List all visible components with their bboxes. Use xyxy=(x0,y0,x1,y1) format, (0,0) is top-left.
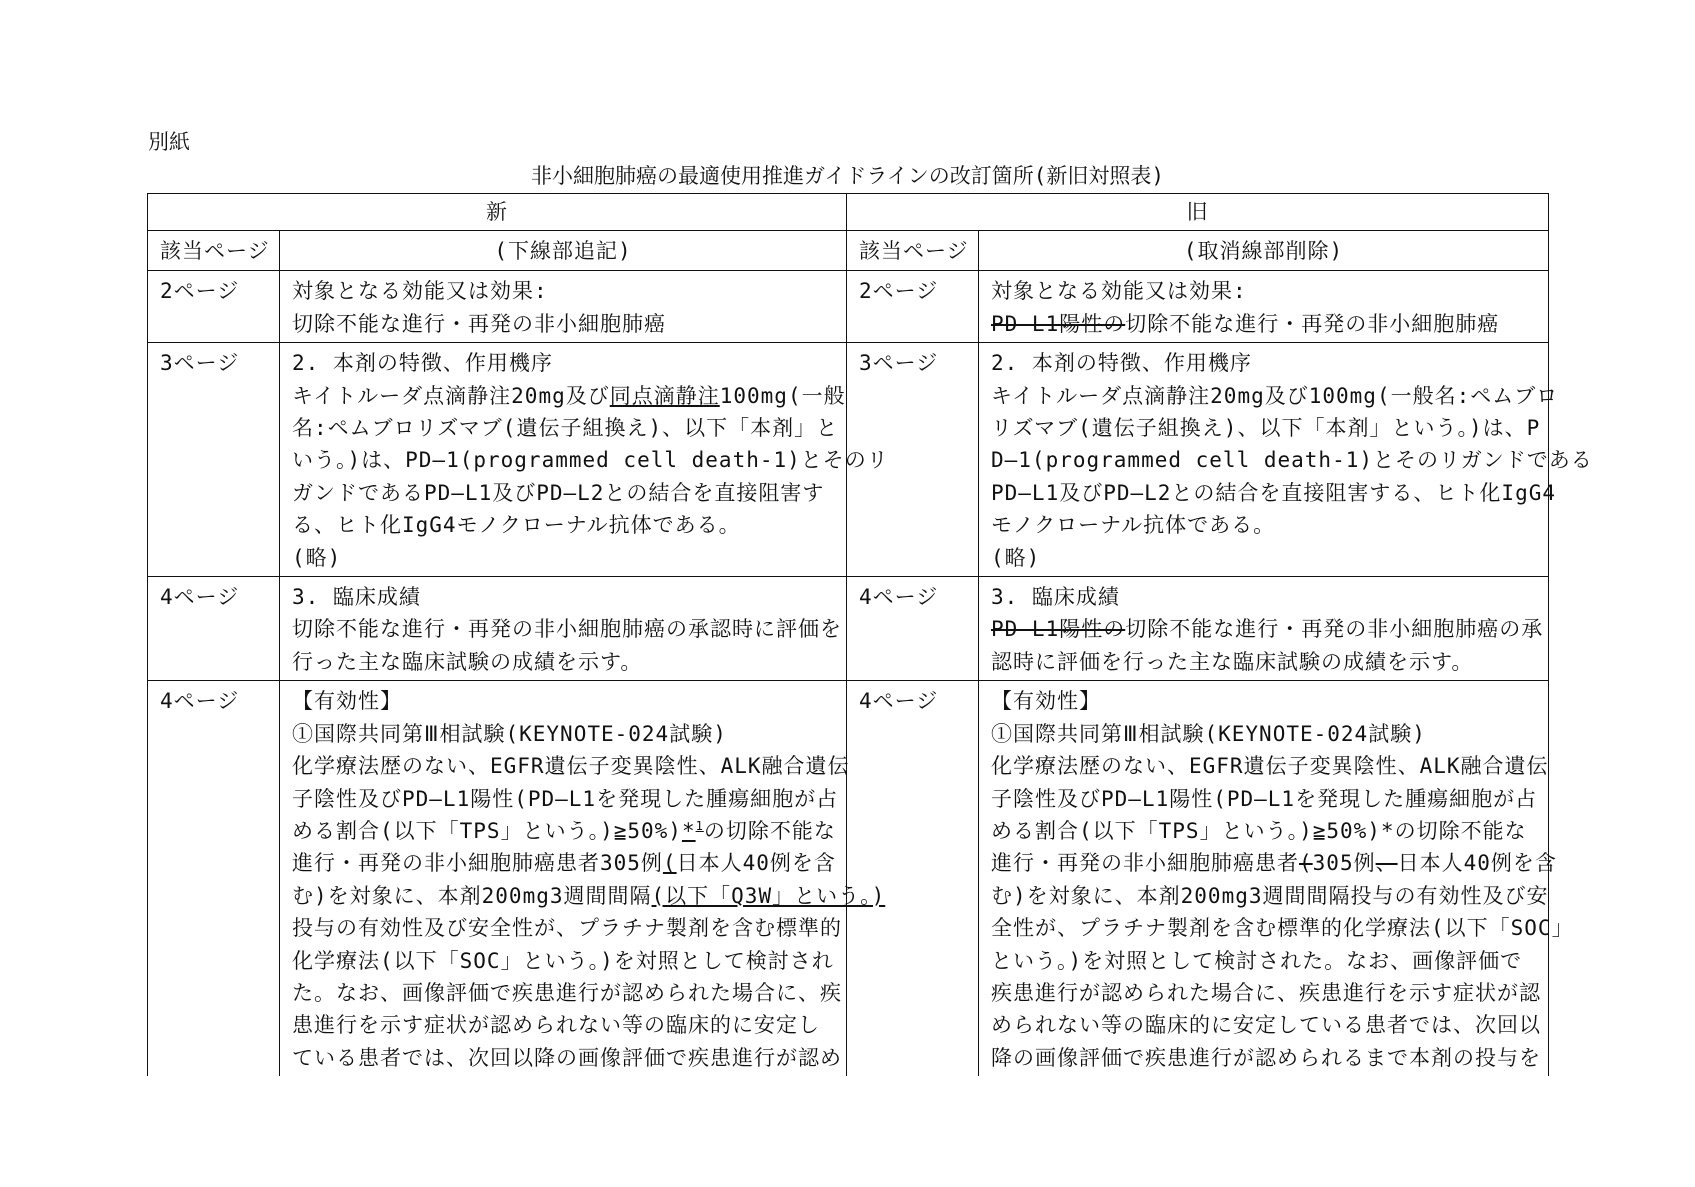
text-segment: いう。)は、PD—1(programmed cell death-1)とそのリ xyxy=(292,448,889,473)
new-header: 新 xyxy=(148,194,847,231)
text-line xyxy=(292,945,834,977)
deleted-text: ( xyxy=(1299,851,1313,876)
text-line xyxy=(991,646,1536,678)
text-line xyxy=(292,912,842,944)
deleted-text: 、 xyxy=(1375,851,1398,876)
text-line xyxy=(292,718,834,750)
text-segment: 3. 臨床成績 xyxy=(991,585,1120,610)
text-line xyxy=(292,1042,842,1074)
text-line xyxy=(292,880,886,912)
text-line xyxy=(292,542,834,574)
text-segment: PD—L1及びPD—L2との結合を直接阻害する、ヒト化IgG4 xyxy=(991,480,1557,505)
new-text-cell xyxy=(280,343,889,577)
text-segment: (略) xyxy=(991,545,1041,570)
old-page-cell: 4ページ xyxy=(847,577,979,681)
text-line xyxy=(991,783,1536,815)
old-sub-header: (取消線部削除) xyxy=(979,231,1549,271)
text-line xyxy=(292,750,850,782)
text-line xyxy=(991,1009,1541,1041)
text-segment: という。)を対照として検討された。なお、画像評価で xyxy=(991,948,1523,973)
text-line xyxy=(991,477,1557,509)
comparison-table xyxy=(147,193,1593,1076)
text-segment: 3. 臨床成績 xyxy=(292,585,421,610)
text-line xyxy=(991,412,1541,444)
old-page-cell: 3ページ xyxy=(847,343,979,577)
text-line xyxy=(292,275,834,307)
text-segment: 疾患進行が認められた場合に、疾患進行を示す症状が認 xyxy=(991,980,1541,1005)
text-line xyxy=(991,815,1536,847)
deleted-text: PD—L1陽性の xyxy=(991,617,1126,642)
text-line xyxy=(991,945,1536,977)
text-line xyxy=(292,783,839,815)
text-line xyxy=(292,347,834,379)
text-line xyxy=(991,880,1549,912)
text-segment: 切除不能な進行・再発の非小細胞肺癌の承認時に評価を xyxy=(292,617,842,642)
header-row xyxy=(148,194,1549,231)
text-line xyxy=(292,847,834,879)
new-page-cell: 3ページ xyxy=(148,343,280,577)
text-segment: 子陰性及びPD—L1陽性(PD—L1を発現した腫瘍細胞が占 xyxy=(292,786,839,811)
text-segment: 日本人40例を含 xyxy=(676,851,836,876)
old-text-cell xyxy=(979,577,1549,681)
text-segment: キイトルーダ点滴静注20mg及び100mg(一般名:ペムブロ xyxy=(991,383,1559,408)
text-segment: 進行・再発の非小細胞肺癌患者305例 xyxy=(292,851,663,876)
attachment-label: 別紙 xyxy=(148,130,190,154)
text-segment: た。なお、画像評価で疾患進行が認められた場合に、疾 xyxy=(292,980,842,1005)
text-line xyxy=(991,685,1536,717)
text-line xyxy=(991,613,1544,645)
table-row xyxy=(148,577,1549,681)
text-segment: 2. 本剤の特徴、作用機序 xyxy=(292,351,553,376)
text-segment: リズマブ(遺伝子組換え)、以下「本剤」という。)は、P xyxy=(991,416,1541,441)
text-segment: 全性が、プラチナ製剤を含む標準的化学療法(以下「SOC」 xyxy=(991,916,1574,941)
table-row xyxy=(148,271,1549,343)
added-text: (以下「Q3W」という。) xyxy=(651,883,886,908)
old-text-cell xyxy=(979,343,1593,577)
text-line xyxy=(292,613,842,645)
text-segment: 100mg(一般 xyxy=(719,383,846,408)
text-line xyxy=(292,380,846,412)
text-segment: 認時に評価を行った主な臨床試験の成績を示す。 xyxy=(991,649,1474,674)
text-line xyxy=(292,444,889,476)
text-line xyxy=(292,308,834,340)
text-line xyxy=(991,912,1574,944)
text-segment: ガンドであるPD—L1及びPD—L2との結合を直接阻害す xyxy=(292,480,825,505)
text-segment: 患進行を示す症状が認められない等の臨床的に安定し xyxy=(292,1013,820,1038)
new-sub-header: (下線部追記) xyxy=(280,231,847,271)
text-line xyxy=(292,509,834,541)
text-line xyxy=(991,444,1593,476)
text-segment: ①国際共同第Ⅲ相試験(KEYNOTE-024試験) xyxy=(991,721,1426,746)
text-segment: める割合(以下「TPS」という。)≧50%)*の切除不能な xyxy=(991,818,1527,843)
new-page-cell: 4ページ xyxy=(148,681,280,1076)
text-segment: 切除不能な進行・再発の非小細胞肺癌 xyxy=(292,311,666,336)
old-page-col-header: 該当ページ xyxy=(847,231,979,271)
text-segment: 投与の有効性及び安全性が、プラチナ製剤を含む標準的 xyxy=(292,916,842,941)
added-text: ( xyxy=(662,851,677,876)
text-segment: 対象となる効能又は効果: xyxy=(292,279,548,304)
text-segment: 切除不能な進行・再発の非小細胞肺癌 xyxy=(1125,311,1500,336)
text-line xyxy=(292,685,834,717)
document-title: 非小細胞肺癌の最適使用推進ガイドラインの改訂箇所(新旧対照表) xyxy=(530,164,1165,188)
text-line xyxy=(991,509,1536,541)
text-segment: の切除不能な xyxy=(703,818,836,843)
table-row xyxy=(148,343,1549,577)
text-segment: む)を対象に、本剤200mg3週間間隔 xyxy=(292,883,652,908)
text-line xyxy=(292,581,834,613)
text-line xyxy=(991,1042,1541,1074)
old-header: 旧 xyxy=(847,194,1549,231)
new-page-cell: 4ページ xyxy=(148,577,280,681)
text-segment: 化学療法歴のない、EGFR遺伝子変異陰性、ALK融合遺伝 xyxy=(292,754,850,779)
text-line xyxy=(991,542,1536,574)
text-segment: められない等の臨床的に安定している患者では、次回以 xyxy=(991,1013,1541,1038)
text-segment: モノクローナル抗体である。 xyxy=(991,513,1276,538)
new-page-cell: 2ページ xyxy=(148,271,280,343)
text-line xyxy=(991,275,1536,307)
sub-header-row xyxy=(148,231,1549,271)
new-text-cell xyxy=(280,577,847,681)
text-line xyxy=(292,646,834,678)
old-text-cell xyxy=(979,271,1549,343)
text-segment: 305例 xyxy=(1312,851,1376,876)
text-line xyxy=(292,977,842,1009)
text-line xyxy=(991,847,1557,879)
text-segment: 化学療法歴のない、EGFR遺伝子変異陰性、ALK融合遺伝 xyxy=(991,754,1549,779)
deleted-text: PD—L1陽性の xyxy=(991,311,1126,336)
new-text-cell xyxy=(280,681,886,1076)
footnote-marker: 1 xyxy=(695,818,704,833)
text-segment: D—1(programmed cell death-1)とそのリガンドである xyxy=(991,448,1593,473)
text-segment: キイトルーダ点滴静注20mg及び xyxy=(292,383,610,408)
old-page-cell: 4ページ xyxy=(847,681,979,1076)
text-segment: 切除不能な進行・再発の非小細胞肺癌の承 xyxy=(1125,617,1544,642)
old-text-cell xyxy=(979,681,1574,1076)
text-segment: 対象となる効能又は効果: xyxy=(991,279,1247,304)
text-segment: 子陰性及びPD—L1陽性(PD—L1を発現した腫瘍細胞が占 xyxy=(991,786,1538,811)
text-line xyxy=(991,750,1549,782)
text-line xyxy=(991,308,1536,340)
text-segment: める割合(以下「TPS」という。)≧50%) xyxy=(292,818,682,843)
text-segment: 【有効性】 xyxy=(991,689,1101,714)
added-text: 同点滴静注 xyxy=(609,383,720,408)
text-segment: る、ヒト化IgG4モノクローナル抗体である。 xyxy=(292,513,741,538)
text-segment: ている患者では、次回以降の画像評価で疾患進行が認め xyxy=(292,1045,842,1070)
text-line xyxy=(292,477,834,509)
text-segment: 【有効性】 xyxy=(292,689,402,714)
text-line xyxy=(991,380,1559,412)
text-segment: (略) xyxy=(292,545,342,570)
text-segment: 2. 本剤の特徴、作用機序 xyxy=(991,351,1252,376)
new-page-col-header: 該当ページ xyxy=(148,231,280,271)
text-segment: 進行・再発の非小細胞肺癌患者 xyxy=(991,851,1299,876)
new-text-cell xyxy=(280,271,847,343)
text-line xyxy=(991,718,1536,750)
text-segment: 化学療法(以下「SOC」という。)を対照として検討され xyxy=(292,948,834,973)
text-segment: 降の画像評価で疾患進行が認められるまで本剤の投与を xyxy=(991,1045,1541,1070)
added-text: * xyxy=(681,818,696,843)
text-line xyxy=(991,581,1536,613)
text-segment: ①国際共同第Ⅲ相試験(KEYNOTE-024試験) xyxy=(292,721,727,746)
text-segment: 日本人40例を含 xyxy=(1397,851,1557,876)
text-line xyxy=(292,412,839,444)
text-segment: む)を対象に、本剤200mg3週間間隔投与の有効性及び安 xyxy=(991,883,1549,908)
text-segment: 名:ペムブロリズマブ(遺伝子組換え)、以下「本剤」と xyxy=(292,416,839,441)
text-line xyxy=(991,977,1541,1009)
old-page-cell: 2ページ xyxy=(847,271,979,343)
text-segment: 行った主な臨床試験の成績を示す。 xyxy=(292,649,643,674)
table-row xyxy=(148,681,1549,1076)
text-line xyxy=(292,815,834,847)
text-line xyxy=(292,1009,834,1041)
text-line xyxy=(991,347,1536,379)
